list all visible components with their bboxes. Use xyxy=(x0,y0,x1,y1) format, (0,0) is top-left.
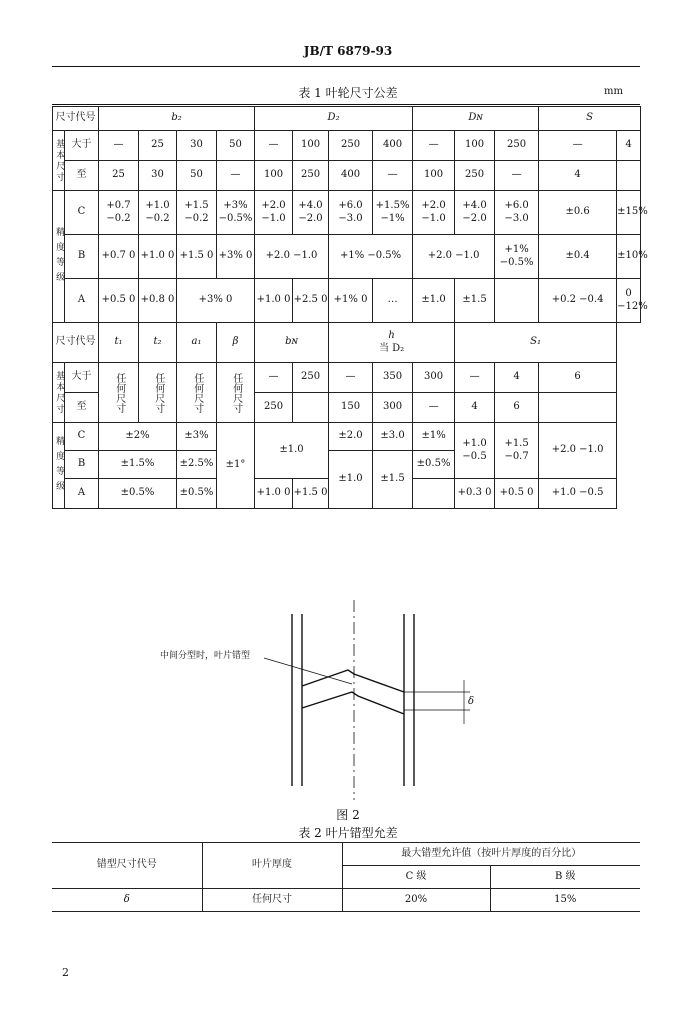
cell xyxy=(539,393,617,423)
cell: +0.7 0 xyxy=(99,235,139,279)
cell: 50 xyxy=(217,131,255,161)
cell: +0.3 0 xyxy=(455,479,495,509)
cell: +3% 0 xyxy=(177,279,255,323)
cell xyxy=(413,479,455,509)
cell: 250 xyxy=(329,131,373,161)
table1-unit: mm xyxy=(604,86,623,97)
header-bN: bɴ xyxy=(255,323,329,363)
cell: ±2.5% xyxy=(177,451,217,479)
cell: +1.5 −0.7 xyxy=(495,423,539,479)
basic-size-label-2: 基本尺寸 xyxy=(53,363,65,423)
upto-label: 至 xyxy=(65,161,99,191)
header-code: 尺寸代号 xyxy=(53,107,99,131)
cell: 25 xyxy=(99,161,139,191)
header-t1: t₁ xyxy=(99,323,139,363)
cell: +1% −0.5% xyxy=(495,235,539,279)
cell: +1.0 −0.5 xyxy=(539,479,617,509)
cell: 100 xyxy=(413,161,455,191)
cell: +1.0 0 xyxy=(255,279,293,323)
cell: +0.7 −0.2 xyxy=(99,191,139,235)
cell: ±1.5 xyxy=(455,279,495,323)
any-size-t2: 任何尺寸 xyxy=(139,363,177,423)
cell: +2.0 −1.0 xyxy=(413,191,455,235)
cell: ±2.0 xyxy=(329,423,373,451)
cell: ±1.5% xyxy=(99,451,177,479)
table2-cell: δ xyxy=(52,889,202,912)
cell: ±0.5% xyxy=(413,451,455,479)
cell: 100 xyxy=(293,131,329,161)
upto-label-2: 至 xyxy=(65,393,99,423)
cell: — xyxy=(99,131,139,161)
grade-label-2: 精度等级 xyxy=(53,423,65,509)
cell: +2.0 −1.0 xyxy=(413,235,495,279)
figure-callout: 中间分型时，叶片错型 xyxy=(160,651,251,661)
cell: ±1% xyxy=(413,423,455,451)
delta-symbol: δ xyxy=(468,696,475,707)
cell: — xyxy=(495,161,539,191)
over-label: 大于 xyxy=(65,131,99,161)
cell: — xyxy=(329,363,373,393)
cell: +2.0 −1.0 xyxy=(255,191,293,235)
cell: +1.0 0 xyxy=(139,235,177,279)
cell: +1% −0.5% xyxy=(329,235,413,279)
any-size-a1: 任何尺寸 xyxy=(177,363,217,423)
cell: — xyxy=(413,131,455,161)
cell: ±1.0 xyxy=(329,451,373,509)
left-wall xyxy=(292,614,302,786)
cell: 100 xyxy=(455,131,495,161)
grade-A-2: A xyxy=(65,479,99,509)
cell: 250 xyxy=(495,131,539,161)
table2-col-code: 错型尺寸代号 xyxy=(52,843,202,889)
table2-col-thickness: 叶片厚度 xyxy=(202,843,342,889)
cell: +1.5 0 xyxy=(177,235,217,279)
cell: 300 xyxy=(373,393,413,423)
cell: 150 xyxy=(329,393,373,423)
callout-line xyxy=(264,658,352,684)
table2-col-B: B 级 xyxy=(490,866,640,889)
cell: — xyxy=(539,131,617,161)
cell xyxy=(293,393,329,423)
cell: 4 xyxy=(539,161,617,191)
blade-mismatch-figure xyxy=(160,600,480,800)
cell: 30 xyxy=(177,131,217,161)
table1-top-rule xyxy=(52,104,640,105)
cell: 250 xyxy=(255,393,293,423)
cell: 4 xyxy=(455,393,495,423)
cell: +3% 0 xyxy=(217,235,255,279)
cell: … xyxy=(373,279,413,323)
header-rule xyxy=(52,66,640,67)
cell: ±1.0 xyxy=(413,279,455,323)
upper-blade xyxy=(302,670,404,692)
cell: ±0.4 xyxy=(539,235,617,279)
cell: +0.2 −0.4 xyxy=(539,279,617,323)
grade-A: A xyxy=(65,279,99,323)
standard-number: JB/T 6879-93 xyxy=(303,44,393,58)
cell: +6.0 −3.0 xyxy=(495,191,539,235)
cell: 6 xyxy=(539,363,617,393)
cell: 300 xyxy=(413,363,455,393)
cell: ±1.5 xyxy=(373,451,413,509)
cell: +2.5 0 xyxy=(293,279,329,323)
header-DN: Dɴ xyxy=(413,107,539,131)
header-beta: β xyxy=(217,323,255,363)
cell: 4 xyxy=(495,363,539,393)
grade-label: 精度等级 xyxy=(53,191,65,323)
cell: — xyxy=(455,363,495,393)
cell: +1% 0 xyxy=(329,279,373,323)
cell: +1.0 −0.2 xyxy=(139,191,177,235)
cell: +4.0 −2.0 xyxy=(455,191,495,235)
cell xyxy=(495,279,539,323)
lower-blade xyxy=(302,692,404,714)
cell: +1.5 −0.2 xyxy=(177,191,217,235)
cell: 350 xyxy=(373,363,413,393)
right-wall xyxy=(404,614,414,786)
cell: ±0.5% xyxy=(99,479,177,509)
table2-cell: 任何尺寸 xyxy=(202,889,342,912)
figure-caption: 图 2 xyxy=(336,808,360,822)
any-size-t1: 任何尺寸 xyxy=(99,363,139,423)
cell: 250 xyxy=(293,363,329,393)
cell: 4 xyxy=(617,131,641,161)
header-h xyxy=(329,323,455,363)
header-b2: b₂ xyxy=(99,107,255,131)
header-S: S xyxy=(539,107,641,131)
cell: +4.0 −2.0 xyxy=(293,191,329,235)
table2-cell: 15% xyxy=(490,889,640,912)
cell: 6 xyxy=(495,393,539,423)
table2 xyxy=(52,842,640,912)
cell: +6.0 −3.0 xyxy=(329,191,373,235)
table2-caption: 表 2 叶片错型允差 xyxy=(298,826,398,840)
cell: ±0.5% xyxy=(177,479,217,509)
header-h-symbol: h xyxy=(388,330,395,341)
cell: — xyxy=(255,131,293,161)
cell: ±0.6 xyxy=(539,191,617,235)
grade-B: B xyxy=(65,235,99,279)
cell: +2.0 −1.0 xyxy=(255,235,329,279)
cell: 400 xyxy=(329,161,373,191)
cell: 400 xyxy=(373,131,413,161)
table1-caption: 表 1 叶轮尺寸公差 xyxy=(298,86,398,100)
cell: +3% −0.5% xyxy=(217,191,255,235)
cell: +0.5 0 xyxy=(99,279,139,323)
cell: +0.8 0 xyxy=(139,279,177,323)
cell: +0.5 0 xyxy=(495,479,539,509)
header-t2: t₂ xyxy=(139,323,177,363)
cell: ±3% xyxy=(177,423,217,451)
cell: +1.5 0 xyxy=(293,479,329,509)
table2-col-C: C 级 xyxy=(342,866,490,889)
table2-col-max: 最大错型允许值（按叶片厚度的百分比） xyxy=(342,843,640,866)
header-a1: a₁ xyxy=(177,323,217,363)
cell: 30 xyxy=(139,161,177,191)
cell: +2.0 −1.0 xyxy=(539,423,617,479)
cell: — xyxy=(217,161,255,191)
cell: +1.0 −0.5 xyxy=(455,423,495,479)
cell: 250 xyxy=(293,161,329,191)
cell: 0 −12% xyxy=(617,279,641,323)
header-h-sub: 当 D₂ xyxy=(378,342,405,354)
cell: — xyxy=(413,393,455,423)
header-S1: S₁ xyxy=(455,323,617,363)
cell: ±3.0 xyxy=(373,423,413,451)
cell: 25 xyxy=(139,131,177,161)
cell xyxy=(617,161,641,191)
grade-B-2: B xyxy=(65,451,99,479)
cell: ±10% xyxy=(617,235,641,279)
table2-cell: 20% xyxy=(342,889,490,912)
any-size-beta: 任何尺寸 xyxy=(217,363,255,423)
cell: 100 xyxy=(255,161,293,191)
basic-size-label: 基本尺寸 xyxy=(53,131,65,191)
cell: ±15% xyxy=(617,191,641,235)
cell: +1.5% −1% xyxy=(373,191,413,235)
header-D2: D₂ xyxy=(255,107,413,131)
cell: ±1.0 xyxy=(255,423,329,479)
cell: +1.0 0 xyxy=(255,479,293,509)
cell: ±2% xyxy=(99,423,177,451)
header-code-2: 尺寸代号 xyxy=(53,323,99,363)
cell: 50 xyxy=(177,161,217,191)
grade-C-2: C xyxy=(65,423,99,451)
cell: 250 xyxy=(455,161,495,191)
page-number: 2 xyxy=(62,966,69,979)
cell: — xyxy=(373,161,413,191)
cell: ±1° xyxy=(217,423,255,509)
grade-C: C xyxy=(65,191,99,235)
table1 xyxy=(52,106,648,509)
cell: — xyxy=(255,363,293,393)
over-label-2: 大于 xyxy=(65,363,99,393)
